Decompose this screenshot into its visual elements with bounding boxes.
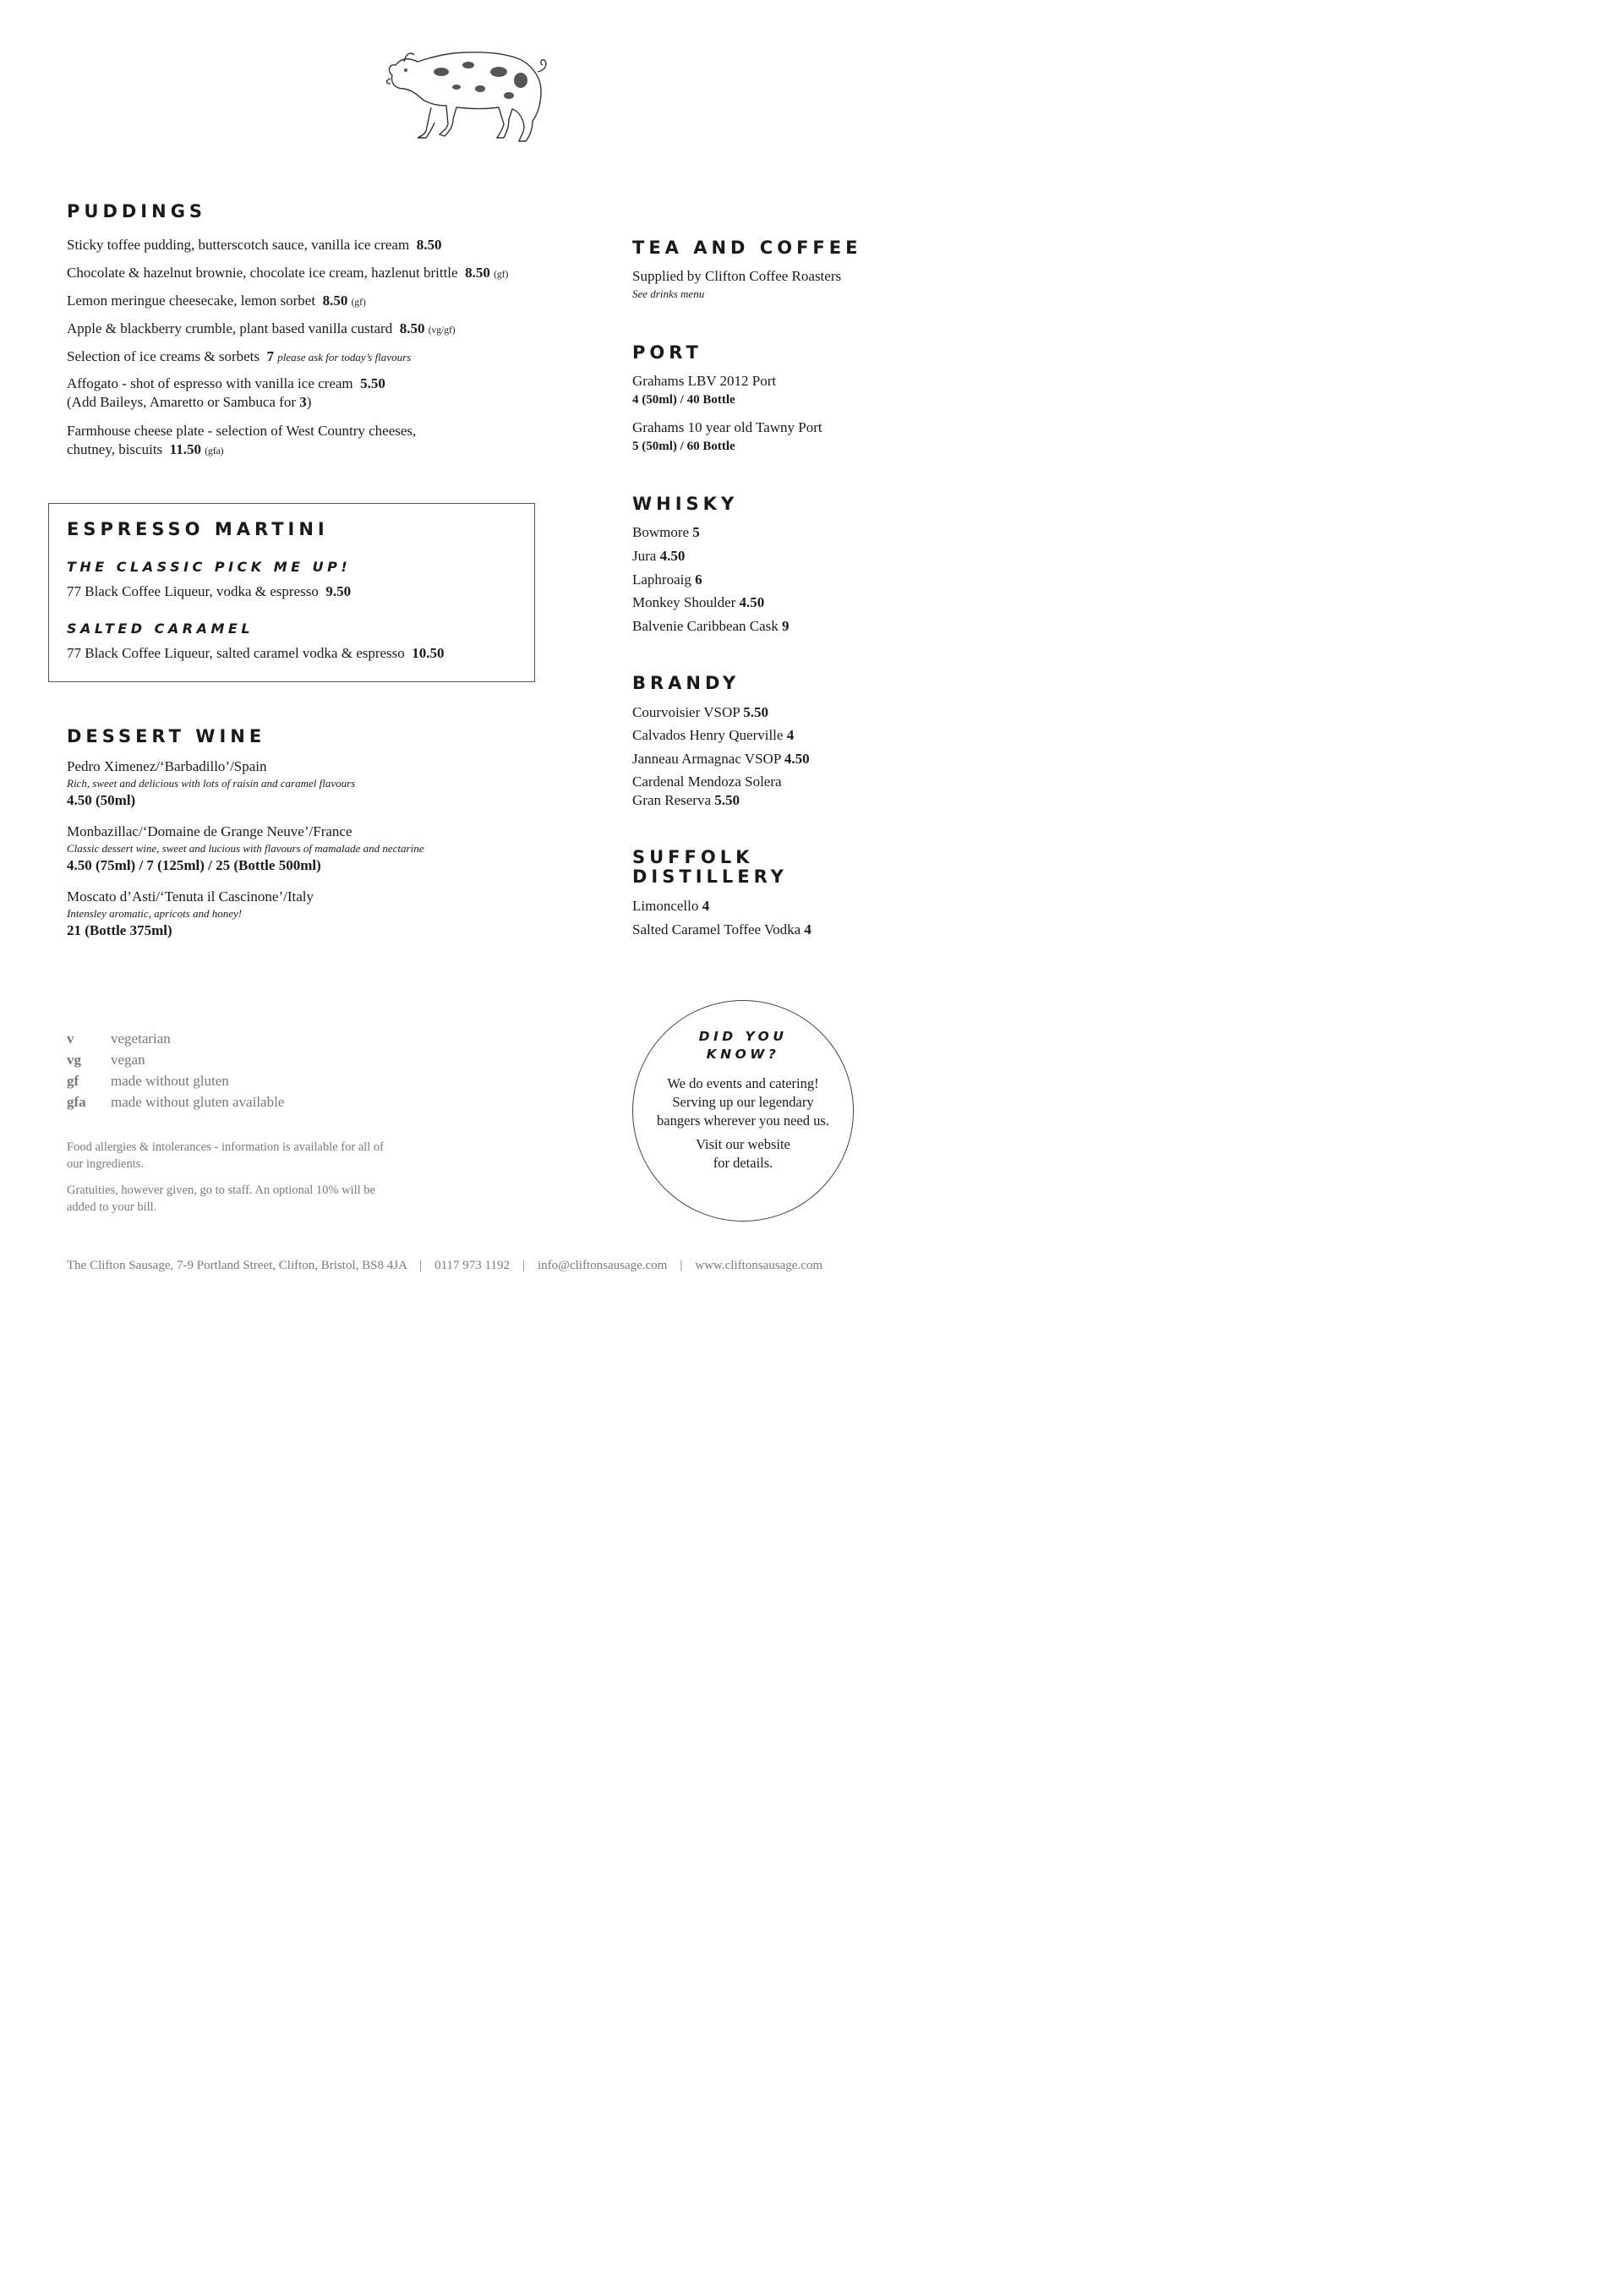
wine-item: Pedro Ximenez/‘Barbadillo’/Spain Rich, sweet and delicious with lots of raisin and caramel flavours 4.50 (50ml) [67,758,356,808]
whisky-item: Bowmore 5 [632,524,700,540]
martini-desc: 77 Black Coffee Liqueur, salted caramel vodka & espresso 10.50 [67,645,445,661]
key-row: gf made without gluten [67,1073,229,1089]
pudding-item: Lemon meringue cheesecake, lemon sorbet 8.50 (gf) [67,292,366,309]
pudding-item: Farmhouse cheese plate - selection of West Country cheeses, chutney, biscuits 11.50 (gfa) [67,423,417,457]
martini-desc: 77 Black Coffee Liqueur, vodka & espresso 9.50 [67,583,352,599]
tea-coffee-note: See drinks menu [632,287,705,300]
footer-address: The Clifton Sausage, 7-9 Portland Street, Clifton, Bristol, BS8 4JA [67,1259,407,1272]
pudding-item: Apple & blackberry crumble, plant based vanilla custard 8.50 (vg/gf) [67,320,456,336]
tea-coffee-heading: TEA AND COFFEE [632,238,862,258]
puddings-heading: PUDDINGS [67,201,207,221]
wine-item: Moscato d’Asti/‘Tenuta il Cascinone’/Italy Intensley aromatic, apricots and honey! 21 (Bottle 375ml) [67,888,314,938]
martini-name: SALTED CARAMEL [67,620,254,637]
pudding-item: Chocolate & hazelnut brownie, chocolate ice cream, hazlenut brittle 8.50 (gf) [67,265,509,281]
footer-website[interactable]: www.cliftonsausage.com [695,1259,823,1272]
whisky-heading: WHISKY [632,494,739,514]
key-row: v vegetarian [67,1030,171,1047]
port-item: Grahams LBV 2012 Port 4 (50ml) / 40 Bottle [632,373,777,407]
did-you-know-text: We do events and catering! Serving up our legendary bangers wherever you need us. Visit our website for details. [657,1075,829,1171]
whisky-item: Laphroaig 6 [632,571,702,588]
port-item: Grahams 10 year old Tawny Port 5 (50ml) / 60 Bottle [632,419,822,453]
martini-name: THE CLASSIC PICK ME UP! [67,559,352,575]
pig-illustration [380,46,554,148]
suffolk-item: Salted Caramel Toffee Vodka 4 [632,921,812,938]
whisky-item: Monkey Shoulder 4.50 [632,594,765,610]
brandy-item: Calvados Henry Querville 4 [632,727,795,743]
key-row: vg vegan [67,1052,145,1068]
pudding-item: Selection of ice creams & sorbets 7 please ask for today’s flavours [67,348,412,364]
dessert-wine-heading: DESSERT WINE [67,726,266,746]
dietary-key [67,1028,284,1112]
allergy-note: Food allergies & intolerances - information is available for all of our ingredients. [67,1140,385,1171]
did-you-know-heading: DID YOU KNOW? [698,1029,788,1062]
brandy-item: Cardenal Mendoza Solera Gran Reserva 5.50 [632,774,782,808]
whisky-item: Jura 4.50 [632,548,686,564]
suffolk-heading: SUFFOLK DISTILLERY [632,847,788,887]
tea-coffee-line: Supplied by Clifton Coffee Roasters [632,268,842,284]
footer: The Clifton Sausage, 7-9 Portland Street, Clifton, Bristol, BS8 4JA | 0117 973 1192 | info@cliftonsausage.com | www.cliftonsausage.com [67,1259,823,1272]
whisky-item: Balvenie Caribbean Cask 9 [632,618,790,634]
pudding-item: Affogato - shot of espresso with vanilla ice cream 5.50 (Add Baileys, Amaretto or Sambuca for 3) [67,375,385,410]
brandy-item: Janneau Armagnac VSOP 4.50 [632,751,810,767]
wine-item: Monbazillac/‘Domaine de Grange Neuve’/France Classic dessert wine, sweet and lucious with flavours of mamalade and nectarine 4.50 (75ml) / 7 (125ml) / 25 (Bottle 500ml) [67,823,424,873]
brandy-heading: BRANDY [632,673,740,693]
key-row: gfa made without gluten available [67,1094,285,1110]
footer-email[interactable]: info@cliftonsausage.com [538,1259,668,1272]
port-heading: PORT [632,342,702,363]
footer-phone[interactable]: 0117 973 1192 [434,1259,510,1272]
brandy-item: Courvoisier VSOP 5.50 [632,704,769,720]
pudding-item: Sticky toffee pudding, butterscotch sauce, vanilla ice cream 8.50 [67,237,442,253]
espresso-martini-heading: ESPRESSO MARTINI [67,519,329,539]
suffolk-item: Limoncello 4 [632,898,710,914]
gratuity-note: Gratuities, however given, go to staff. An optional 10% will be added to your bill. [67,1184,375,1214]
